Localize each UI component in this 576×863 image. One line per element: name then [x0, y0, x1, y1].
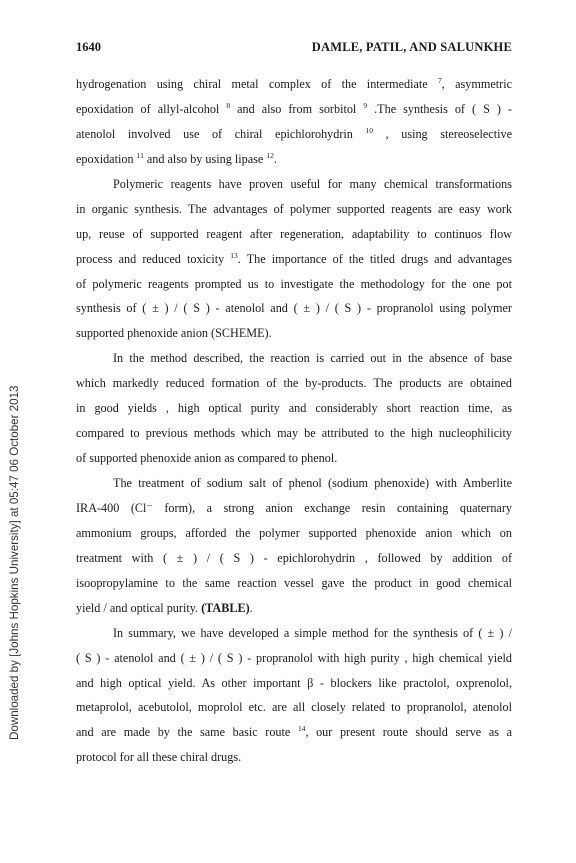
text-line: treatment with ( ± ) / ( S ) - epichlorohydrin , followed by addition of [76, 550, 512, 565]
citation-10: 10 [365, 125, 373, 135]
text-line: ( S ) - atenolol and ( ± ) / ( S ) - propranolol with high purity , high chemical yield [76, 650, 512, 665]
text-line: The treatment of sodium salt of phenol (sodium phenoxide) with Amberlite [113, 476, 512, 490]
citation-8: 8 [226, 100, 231, 110]
text-line: In summary, we have developed a simple method for the synthesis of ( ± ) / [113, 625, 512, 640]
text-line: atenolol involved use of chiral epichlorohydrin $^{10}$ , using stereoselective [76, 125, 512, 141]
text-line: in good yields , high optical purity and considerably short reaction time, as [76, 401, 512, 416]
citation-14: 14 [297, 724, 306, 734]
text-line: synthesis of ( ± ) / ( S ) - atenolol and ( ± ) / ( S ) - propranolol using polymer [76, 301, 512, 316]
text-line: in organic synthesis. The advantages of polymer supported reagents are easy work [76, 201, 512, 216]
paragraph-summary [76, 621, 512, 771]
text-line: up, reuse of supported reagent after regeneration, adaptability to continuos flow [76, 226, 512, 241]
body-text [76, 72, 512, 770]
citation-7: 7 [438, 76, 442, 85]
text-line: supported phenoxide anion (SCHEME). [76, 326, 272, 341]
text-line: protocol for all these chiral drugs. [76, 750, 242, 765]
text-line: of supported phenoxide anion as compared to phenol. [76, 451, 338, 466]
page-number: 1640 [76, 40, 101, 54]
running-header [76, 40, 512, 56]
text-line: of polymeric reagents prompted us to investigate the methodology for the one pot [76, 276, 512, 291]
text-line: yield / and optical purity. (TABLE). [76, 600, 253, 615]
citation-9: 9 [363, 100, 368, 110]
text-line: hydrogenation using chiral metal complex of the intermediate $^7$, asymmetric [76, 76, 512, 91]
paragraph-synthesis-routes [76, 72, 512, 172]
text-line: metaprolol, acebutolol, moprolol etc. are all closely related to propranolol, atenolol [76, 700, 512, 715]
text-line: In the method described, the reaction is carried out in the absence of base [113, 351, 512, 366]
paragraph-treatment [76, 471, 512, 621]
download-watermark: Downloaded by [Johns Hopkins University] at 05:47 06 October 2013 [8, 385, 21, 740]
citation-12: 12 [266, 150, 274, 160]
table-reference: (TABLE) [201, 600, 250, 615]
text-line: IRA-400 (Cl⁻ form), a strong anion exchange resin containing quaternary [76, 500, 512, 515]
citation-13: 13 [230, 250, 238, 260]
text-line: and are made by the same basic route $^{14}$, our present route should serve as a [76, 724, 512, 740]
paragraph-polymeric-reagents [76, 172, 512, 347]
text-line: compared to previous methods which may be attributed to the high nucleophilicity [76, 426, 512, 441]
citation-11: 11 [136, 150, 144, 160]
running-head-authors: DAMLE, PATIL, AND SALUNKHE [311, 40, 512, 54]
text-line: and high optical yield. As other important β - blockers like practolol, oxprenolol, [76, 675, 512, 690]
text-line: Polymeric reagents have proven useful for many chemical transformations [113, 176, 512, 191]
text-line: process and reduced toxicity $^{13}$. The importance of the titled drugs and advantages [76, 250, 512, 266]
text-line: epoxidation of allyl-alcohol $^8$ and also from sorbitol $^9$ .The synthesis of ( S ) - [76, 100, 512, 116]
text-line: isoopropylamine to the same reaction vessel gave the product in good chemical [76, 575, 512, 590]
text-line: ammonium groups, afforded the polymer supported phenoxide anion which on [76, 525, 512, 540]
text-line: which markedly reduced formation of the by-products. The products are obtained [76, 376, 512, 391]
paragraph-method [76, 346, 512, 471]
text-line: epoxidation $^{11}$ and also by using lipase $^{12}$. [76, 150, 277, 166]
